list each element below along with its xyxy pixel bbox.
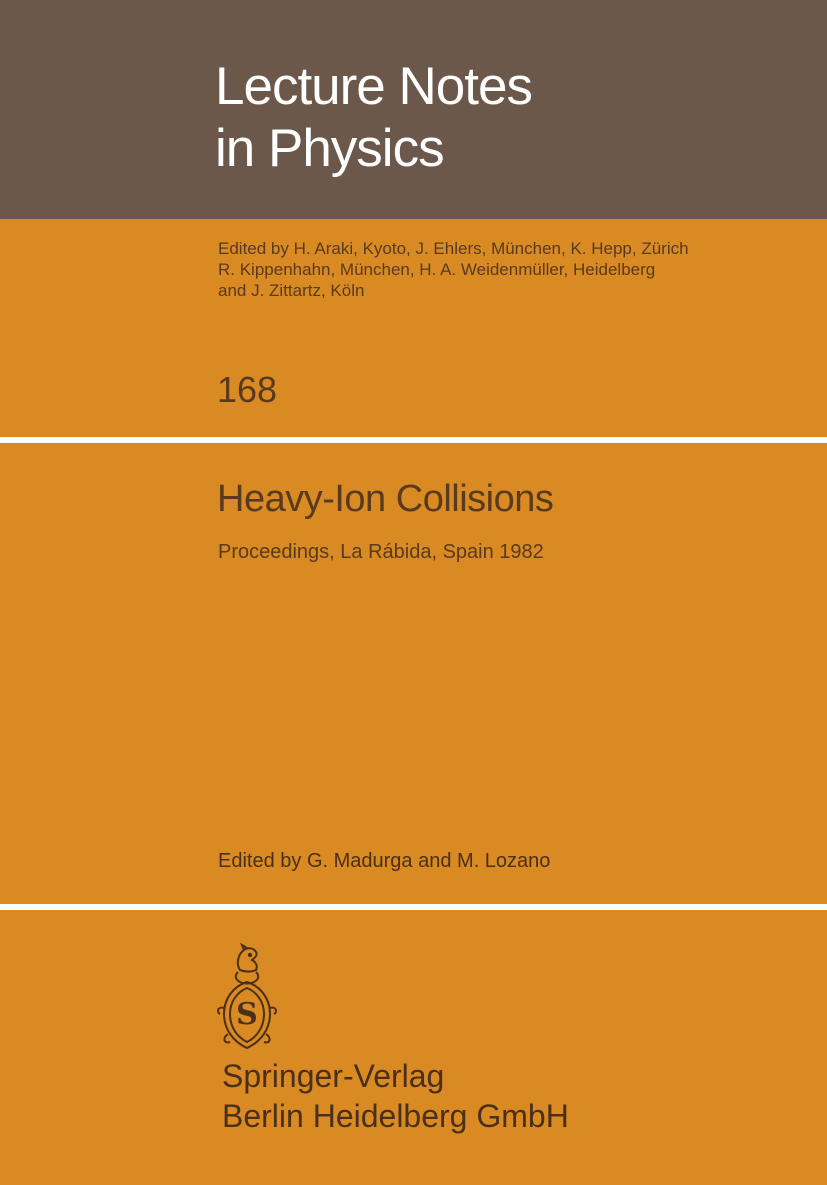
series-title-line2: in Physics — [215, 119, 444, 178]
series-editors-line2: R. Kippenhahn, München, H. A. Weidenmüller, Heidelberg — [218, 260, 656, 279]
series-title-line1: Lecture Notes — [215, 57, 532, 116]
book-subtitle: Proceedings, La Rábida, Spain 1982 — [218, 541, 544, 563]
book-title: Heavy-Ion Collisions — [217, 478, 554, 520]
volume-number: 168 — [217, 369, 278, 410]
publisher-name: Springer-Verlag — [222, 1058, 445, 1094]
publisher — [222, 1056, 569, 1136]
series-editors-line3: and J. Zittartz, Köln — [218, 281, 365, 300]
svg-text:S: S — [236, 997, 258, 1032]
series-header-band — [0, 0, 827, 219]
series-title — [215, 56, 532, 180]
series-editors-line1: Edited by H. Araki, Kyoto, J. Ehlers, München, K. Hepp, Zürich — [218, 239, 689, 258]
top-divider — [0, 437, 827, 443]
springer-knight-logo-icon — [214, 942, 280, 1054]
publisher-location: Berlin Heidelberg GmbH — [222, 1098, 569, 1134]
bottom-divider — [0, 904, 827, 910]
series-editors — [218, 238, 689, 301]
volume-editors: Edited by G. Madurga and M. Lozano — [218, 850, 551, 872]
